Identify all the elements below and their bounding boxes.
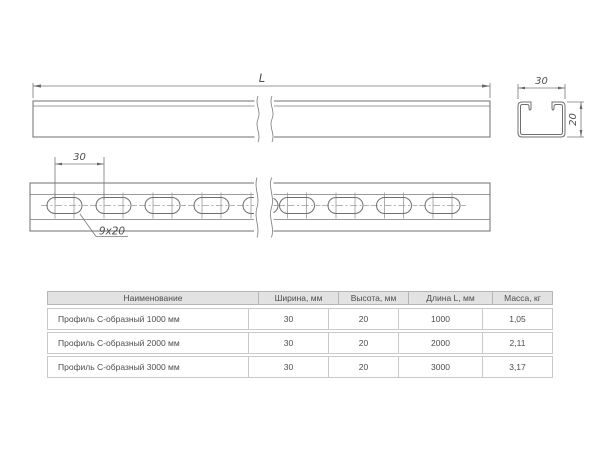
dimension-label-length: L (258, 71, 266, 85)
table-row (47, 356, 553, 378)
spec-table (47, 291, 553, 380)
dimension-label-slot-pitch: 30 (73, 152, 86, 163)
dimension-length (33, 71, 490, 98)
side-view (33, 71, 490, 144)
table-header-cell: Наименование (123, 293, 183, 303)
dimension-label-section-height: 20 (568, 113, 579, 126)
table-cell: 2,11 (482, 333, 552, 353)
table-cell: 20 (328, 333, 398, 353)
table-header-cell: Ширина, мм (258, 292, 338, 304)
cross-section-view (518, 76, 584, 137)
dimension-section-height (567, 102, 584, 137)
table-row (47, 332, 553, 354)
table-cell: 3,17 (482, 357, 552, 377)
table-header-row (47, 291, 553, 305)
dimension-section-width (518, 76, 565, 99)
table-cell: 1,05 (482, 309, 552, 329)
table-cell: 30 (248, 309, 328, 329)
table-cell: 20 (328, 309, 398, 329)
table-row (47, 308, 553, 330)
dimension-slot-pitch (55, 152, 104, 200)
table-header-cell: Длина L, мм (408, 292, 492, 304)
table-cell: 3000 (398, 357, 482, 377)
table-cell: 1000 (398, 309, 482, 329)
table-cell: 30 (248, 357, 328, 377)
table-cell: 2000 (398, 333, 482, 353)
table-cell: 20 (328, 357, 398, 377)
slots (41, 193, 466, 219)
dimension-label-slot-size: 9x20 (98, 225, 126, 238)
dimension-label-section-width: 30 (535, 76, 548, 87)
table-header-cell: Высота, мм (338, 292, 408, 304)
table-cell: Профиль С-образный 3000 мм (58, 362, 180, 372)
slotted-view (30, 152, 490, 238)
table-cell: Профиль С-образный 2000 мм (58, 338, 180, 348)
table-cell: 30 (248, 333, 328, 353)
table-cell: Профиль С-образный 1000 мм (58, 314, 180, 324)
table-header-cell: Масса, кг (492, 292, 552, 304)
